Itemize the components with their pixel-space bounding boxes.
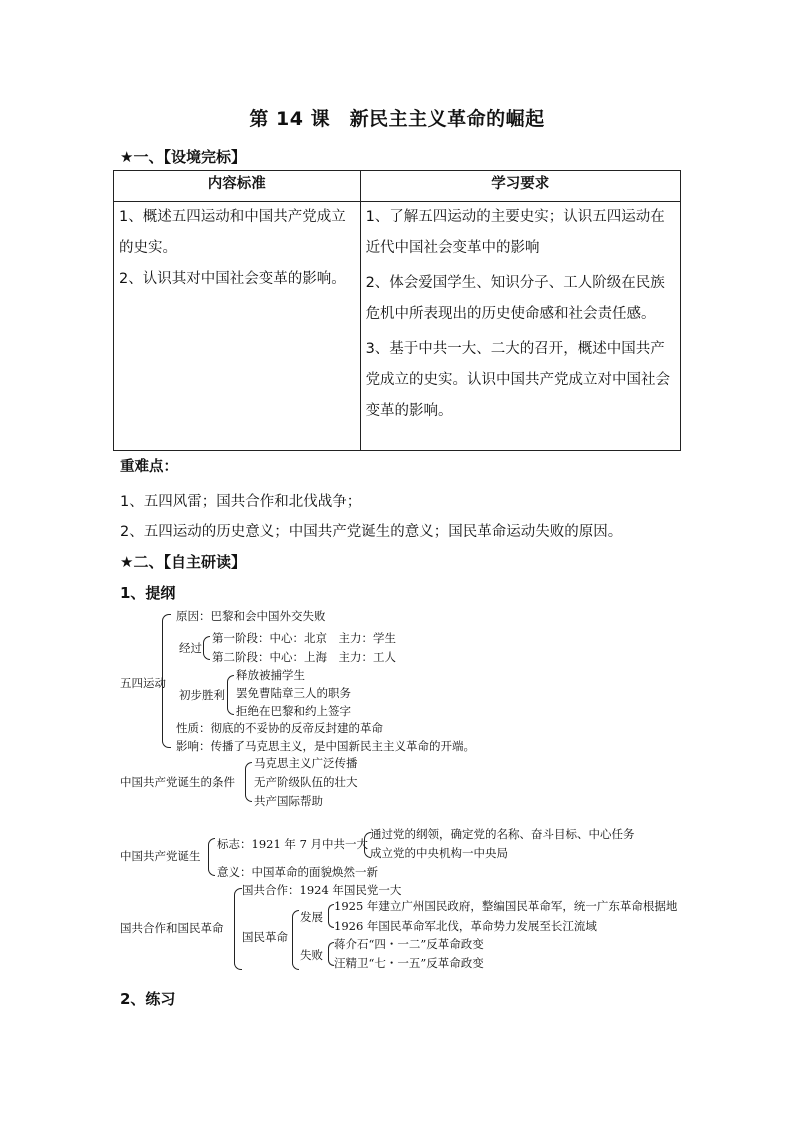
- process-label: 经过: [179, 641, 202, 655]
- may4-cause: 原因：巴黎和会中国外交失败: [176, 609, 326, 623]
- brace: [162, 614, 171, 748]
- revolution-label: 国民革命: [242, 930, 288, 944]
- coop-item: 国共合作：1924 年国民党一大: [242, 883, 402, 897]
- brace: [203, 636, 210, 660]
- key-points-label: 重难点：: [120, 459, 178, 475]
- development-label: 发展: [300, 910, 323, 924]
- section-heading-1: ★一、【设境完标】: [120, 148, 246, 166]
- birth-meaning: 意义：中国革命的面貌焕然一新: [217, 865, 378, 879]
- failure-item: 汪精卫“七・一五”反革命政变: [334, 956, 484, 970]
- conditions-label: 中国共产党诞生的条件: [120, 775, 235, 789]
- development-item: 1925 年建立广州国民政府，整编国民革命军，统一广东革命根据地: [334, 899, 678, 913]
- condition-item: 无产阶级队伍的壮大: [254, 775, 358, 789]
- birth-sign: 标志：1921 年 7 月中共一大: [217, 837, 369, 851]
- key-point-item: 1、五四风雷；国共合作和北伐战争；: [120, 494, 362, 510]
- sign-item: 通过党的纲领，确定党的名称、奋斗目标、中心任务: [370, 827, 635, 841]
- development-item: 1926 年国民革命军北伐，革命势力发展至长江流域: [334, 919, 597, 933]
- learning-requirement-item: 2、体会爱国学生、知识分子、工人阶级在民族危机中所表现出的历史使命感和社会责任感。: [365, 275, 665, 322]
- condition-item: 马克思主义广泛传播: [254, 756, 358, 770]
- failure-label: 失败: [300, 948, 323, 962]
- lesson-title: 第 14 课 新民主主义革命的崛起: [249, 108, 545, 130]
- section-heading-2: ★二、【自主研读】: [120, 553, 246, 571]
- content-standard-item: 2、认识其对中国社会变革的影响。: [119, 271, 346, 287]
- condition-item: 共产国际帮助: [254, 794, 323, 808]
- brace: [208, 838, 215, 876]
- learning-requirement-item: 3、基于中共一大、二大的召开，概述中国共产党成立的史实。认识中国共产党成立对中国社会变革的影响。: [365, 341, 671, 419]
- brace: [292, 910, 299, 970]
- may4-label: 五四运动: [120, 676, 166, 690]
- content-standard-item: 1、概述五四运动和中国共产党成立的史实。: [119, 209, 346, 256]
- may4-influence: 影响：传播了马克思主义，是中国新民主主义革命的开端。: [176, 739, 475, 753]
- victory-item: 拒绝在巴黎和约上签字: [236, 704, 351, 718]
- brace: [245, 762, 252, 802]
- cooperation-label: 国共合作和国民革命: [120, 921, 224, 935]
- stage-1: 第一阶段：中心：北京 主力：学生: [212, 631, 396, 645]
- outline-heading: 1、提纲: [120, 584, 176, 602]
- birth-label: 中国共产党诞生: [120, 849, 201, 863]
- brace: [227, 675, 234, 715]
- brace: [234, 888, 242, 970]
- victory-label: 初步胜利: [179, 688, 225, 702]
- learning-requirement-item: 1、了解五四运动的主要史实；认识五四运动在近代中国社会变革中的影响: [365, 209, 665, 256]
- failure-item: 蒋介石“四・一二”反革命政变: [334, 937, 484, 951]
- exercise-heading: 2、练习: [120, 990, 176, 1008]
- sign-item: 成立党的中央机构一中央局: [370, 846, 508, 860]
- table-header-content-standard: 内容标准: [114, 171, 361, 202]
- table-header-learning-requirements: 学习要求: [360, 171, 680, 202]
- key-point-item: 2、五四运动的历史意义；中国共产党诞生的意义；国民革命运动失败的原因。: [120, 524, 623, 540]
- victory-item: 释放被捕学生: [236, 668, 305, 682]
- may4-nature: 性质：彻底的不妥协的反帝反封建的革命: [176, 721, 383, 735]
- victory-item: 罢免曹陆章三人的职务: [236, 686, 351, 700]
- stage-2: 第二阶段：中心：上海 主力：工人: [212, 650, 396, 664]
